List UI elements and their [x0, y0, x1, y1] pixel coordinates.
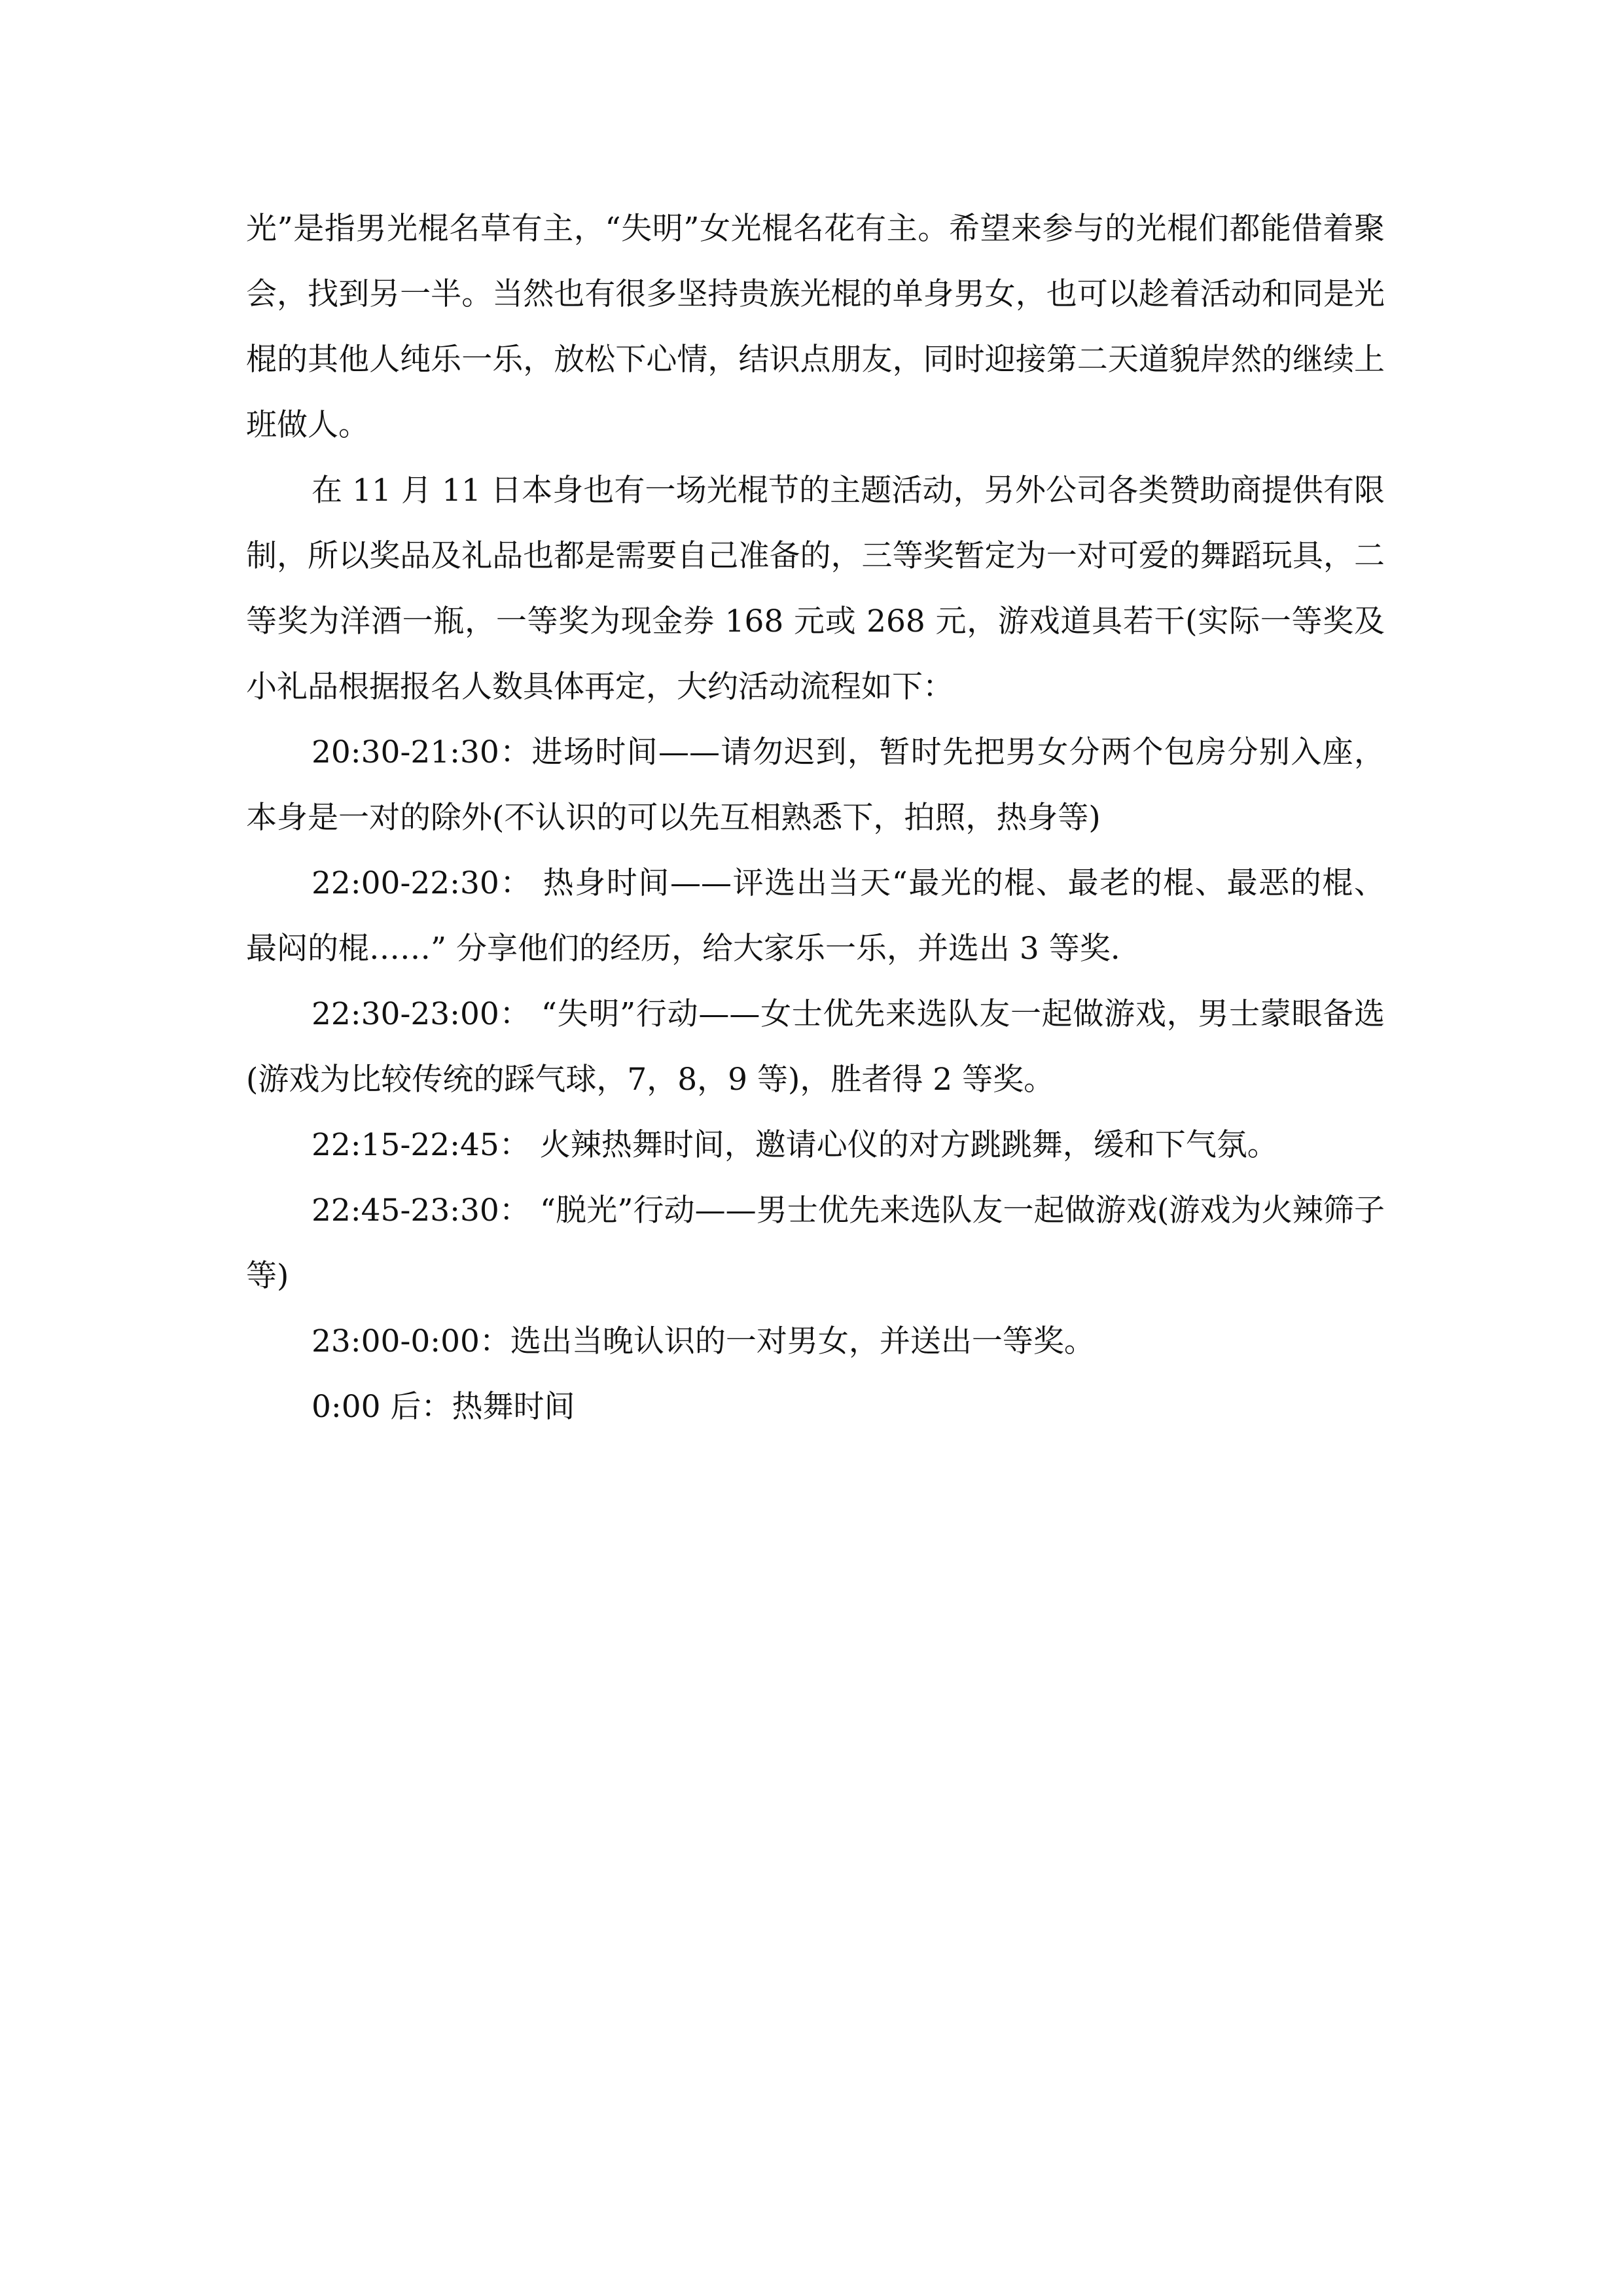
- schedule-description: 进场时间——请勿迟到，暂时先把男女分两个包房分别入座，本身是一对的除外(不认识的可以先互相熟悉下，拍照，热身等): [246, 734, 1385, 836]
- document-body: [246, 196, 1385, 1440]
- schedule-description: “脱光”行动——男士优先来选队友一起做游戏(游戏为火辣筛子等): [246, 1193, 1385, 1294]
- schedule-description: 热身时间——评选出当天“最光的棍、最老的棍、最恶的棍、最闷的棍……” 分享他们的经历，给大家乐一乐，并选出 3 等奖.: [246, 865, 1385, 967]
- schedule-time: 22:00-22:30：: [312, 865, 533, 901]
- schedule-time: 20:30-21:30：: [312, 734, 532, 770]
- schedule-description: “失明”行动——女士优先来选队友一起做游戏，男士蒙眼备选(游戏为比较传统的踩气球，7，8，9 等)，胜者得 2 等奖。: [246, 996, 1385, 1098]
- schedule-item-first-prize: [246, 1309, 1385, 1374]
- paragraph-prizes: 在 11 月 11 日本身也有一场光棍节的主题活动，另外公司各类赞助商提供有限制，所以奖品及礼品也都是需要自己准备的，三等奖暂定为一对可爱的舞蹈玩具，二等奖为洋酒一瓶，一等奖为现金券 168 元或 268 元，游戏道具若干(实际一等奖及小礼品根据报名人数具体再定，大约活动流程如下：: [246, 473, 1385, 705]
- schedule-time: 22:15-22:45：: [312, 1127, 530, 1163]
- schedule-item-entry: [246, 720, 1385, 851]
- schedule-description: 选出当晚认识的一对男女，并送出一等奖。: [510, 1323, 1095, 1359]
- schedule-time: 0:00 后：: [312, 1389, 452, 1425]
- schedule-item-warmup: [246, 851, 1385, 982]
- schedule-item-blind-action: [246, 982, 1385, 1113]
- schedule-time: 22:30-23:00：: [312, 996, 531, 1032]
- schedule-time: 22:45-23:30：: [312, 1193, 530, 1229]
- schedule-item-dance: [246, 1113, 1385, 1178]
- schedule-item-after-midnight: [246, 1374, 1385, 1440]
- paragraph-intro-continued: 光”是指男光棍名草有主，“失明”女光棍名花有主。希望来参与的光棍们都能借着聚会，找到另一半。当然也有很多坚持贵族光棍的单身男女，也可以趁着活动和同是光棍的其他人纯乐一乐，放松下心情，结识点朋友，同时迎接第二天道貌岸然的继续上班做人。: [246, 211, 1385, 443]
- schedule-item-tuoguang-action: [246, 1178, 1385, 1309]
- schedule-description: 火辣热舞时间，邀请心仪的对方跳跳舞，缓和下气氛。: [529, 1127, 1278, 1163]
- schedule-description: 热舞时间: [452, 1389, 575, 1425]
- schedule-time: 23:00-0:00：: [312, 1323, 510, 1359]
